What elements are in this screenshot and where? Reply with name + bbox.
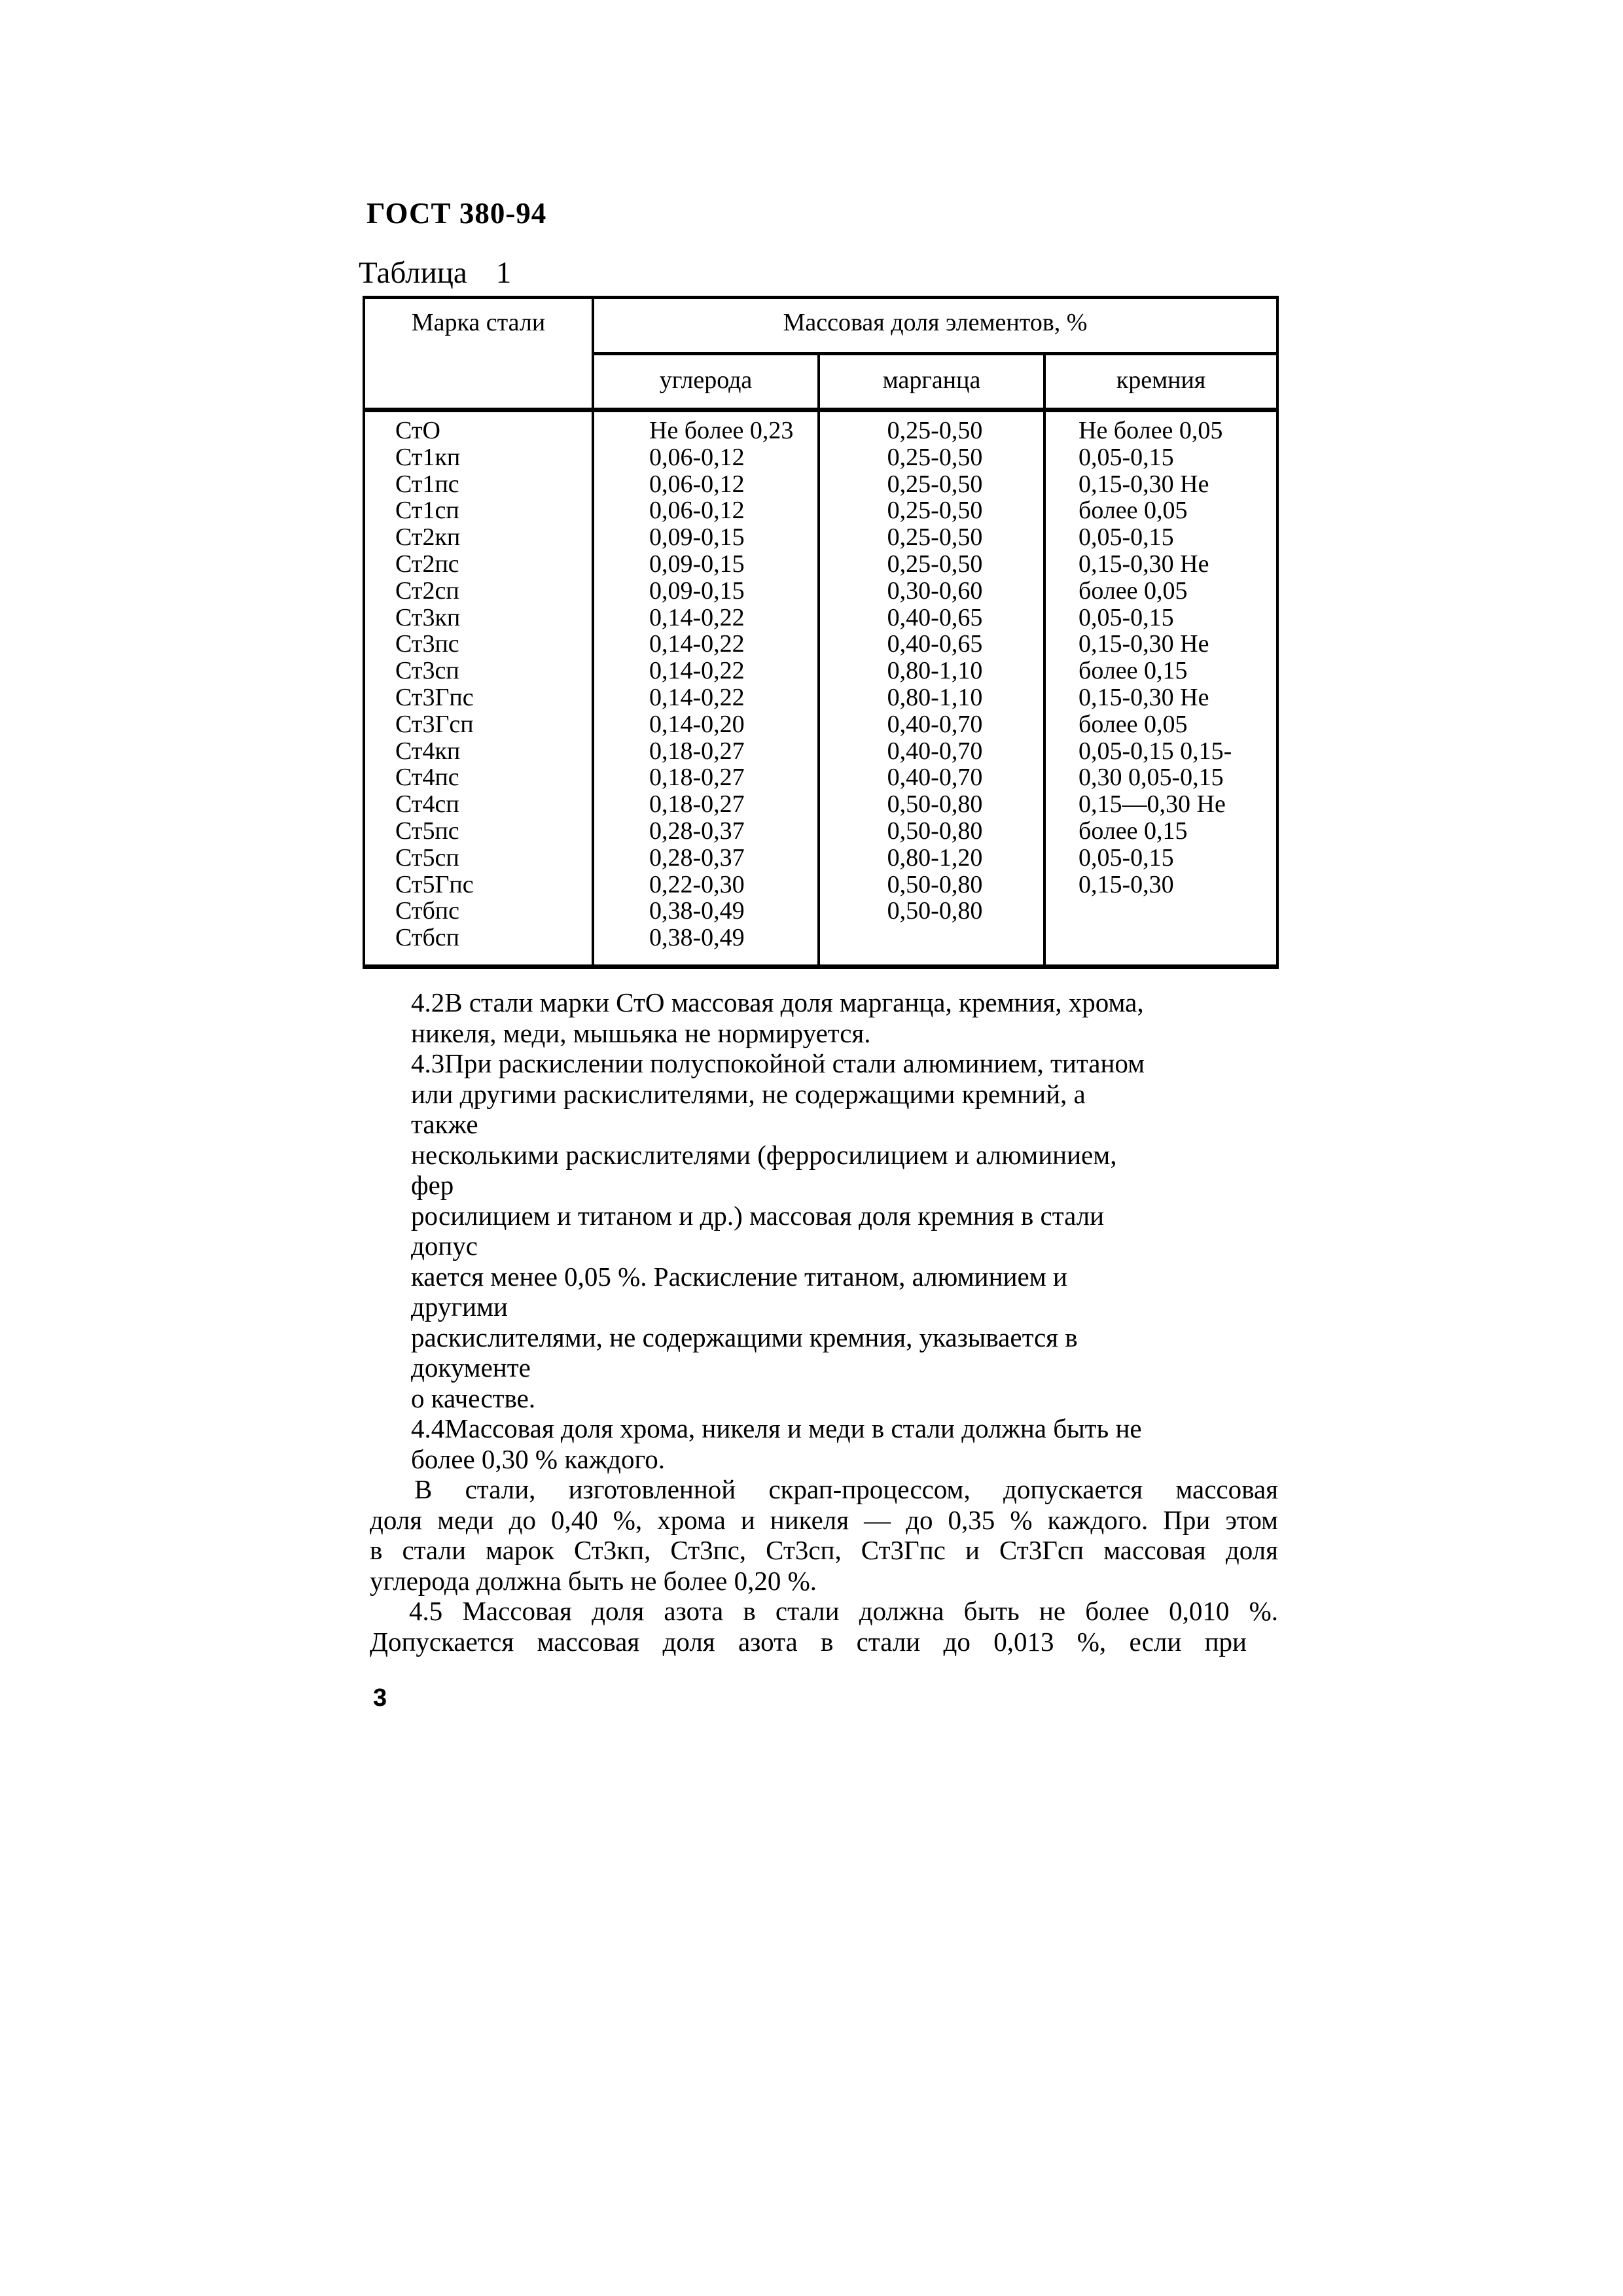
table-cell-line: Стбпс [395, 897, 459, 925]
text-line: допус [411, 1231, 478, 1261]
table-cell-line: 0,80-1,10 [887, 657, 983, 685]
text-line: фер [411, 1170, 454, 1200]
table-cell-line: Ст3пс [395, 630, 459, 658]
table-cell-line: 0,25-0,50 [887, 550, 983, 578]
header-mass-fraction: Массовая доля элементов, % [594, 299, 1276, 355]
table-cell-line: 0,40-0,65 [887, 630, 983, 658]
table-cell-line: Ст2кп [395, 523, 461, 552]
table-cell-line: 0,14-0,22 [649, 657, 745, 685]
table-cell-line: 0,06-0,12 [649, 497, 745, 525]
composition-table [363, 296, 1279, 969]
header-silicon: кремния [1046, 355, 1276, 412]
table-cell-line: 0,15-0,30 Не [1079, 470, 1209, 498]
table-cell-line: 0,28-0,37 [649, 843, 745, 872]
table-cell-line: 0,22-0,30 [649, 870, 745, 898]
text-line: никеля, меди, мышьяка не нормируется. [411, 1017, 871, 1048]
text-line: о качестве. [411, 1383, 536, 1413]
text-line: 4.3При раскислении полуспокойной стали алюминием, титаном [411, 1048, 1145, 1078]
table-cell-line: 0,28-0,37 [649, 817, 745, 845]
table-cell-line: Ст3Гсп [395, 710, 474, 738]
page-number: 3 [373, 1684, 387, 1712]
table-cell-line: более 0,05 [1079, 497, 1188, 525]
table-cell-line: Ст3сп [395, 657, 459, 685]
document-title: ГОСТ 380-94 [366, 197, 547, 230]
table-cell-line: Ст3Гпс [395, 683, 474, 711]
table-cell-line: 0,06-0,12 [649, 470, 745, 498]
table-cell-line: 0,09-0,15 [649, 550, 745, 578]
table-cell-line: 0,15-0,30 [1079, 870, 1174, 898]
table-cell-line: 0,15-0,30 Не [1079, 630, 1209, 658]
table-cell-line: 0,40-0,70 [887, 764, 983, 792]
text-line: росилицием и титаном и др.) массовая доля кремния в стали [411, 1200, 1105, 1231]
header-carbon: углерода [594, 355, 820, 412]
table-cell-line: 0,30-0,60 [887, 576, 983, 605]
table-cell-line: 0,14-0,20 [649, 710, 745, 738]
table-cell-line: 0,14-0,22 [649, 603, 745, 631]
table-cell-line: Ст4пс [395, 764, 459, 792]
text-line: В стали, изготовленной скрап-процессом, допускается массовая [414, 1474, 1278, 1504]
text-line: в стали марок Ст3кп, Ст3пс, Ст3сп, Ст3Гпс и Ст3Гсп массовая доля [370, 1535, 1278, 1565]
text-line: Допускается массовая доля азота в стали до 0,013 %, если при [370, 1626, 1247, 1657]
table-cell-line: 0,14-0,22 [649, 683, 745, 711]
table-cell-line: 0,15-0,30 Не [1079, 550, 1209, 578]
table-cell-line: 0,50-0,80 [887, 790, 983, 819]
table-cell-line: Ст1кп [395, 443, 461, 471]
table-cell-line: Ст1пс [395, 470, 459, 498]
text-line: или другими раскислителями, не содержащими кремний, а [411, 1078, 1086, 1109]
table-cell-line: Ст5Гпс [395, 870, 474, 898]
column-silicon [1046, 412, 1276, 964]
header-grade: Марка стали [365, 299, 594, 412]
table-cell-line: 0,80-1,10 [887, 683, 983, 711]
table-cell-line: Не более 0,05 [1079, 417, 1223, 444]
text-line: углерода должна быть не более 0,20 %. [370, 1565, 817, 1596]
text-line: раскислителями, не содержащими кремния, указывается в [411, 1322, 1078, 1352]
table-cell-line: более 0,05 [1079, 710, 1188, 738]
body-text-block-a [411, 987, 1281, 1474]
table-cell-line: Ст5сп [395, 843, 459, 872]
table-cell-line: более 0,05 [1079, 576, 1188, 605]
table-cell-line: 0,40-0,65 [887, 603, 983, 631]
column-grade [365, 412, 594, 964]
table-cell-line: 0,15—0,30 Не [1079, 790, 1226, 819]
table-cell-line: 0,05-0,15 [1079, 603, 1174, 631]
body-text-block-b [370, 1474, 1278, 1657]
table-cell-line: Не более 0,23 [649, 417, 794, 444]
table-cell-line: 0,05-0,15 0,15- [1079, 737, 1232, 765]
table-cell-line: Ст5пс [395, 817, 459, 845]
column-carbon [594, 412, 820, 964]
text-line: несколькими раскислителями (ферросилицием и алюминием, [411, 1139, 1117, 1170]
table-cell-line: 0,09-0,15 [649, 576, 745, 605]
table-cell-line: 0,50-0,80 [887, 870, 983, 898]
table-cell-line: 0,05-0,15 [1079, 843, 1174, 872]
table-cell-line: 0,06-0,12 [649, 443, 745, 471]
table-cell-line: 0,38-0,49 [649, 897, 745, 925]
table-cell-line: 0,25-0,50 [887, 443, 983, 471]
table-cell-line: 0,05-0,15 [1079, 523, 1174, 552]
table-cell-line: 0,09-0,15 [649, 523, 745, 552]
table-cell-line: 0,18-0,27 [649, 790, 745, 819]
text-line: доля меди до 0,40 %, хрома и никеля — до 0,35 % каждого. При этом [370, 1504, 1278, 1535]
text-line: 4.2В стали марки СтО массовая доля марганца, кремния, хрома, [411, 987, 1144, 1017]
table-cell-line: Ст4сп [395, 790, 459, 819]
table-cell-line: Ст3кп [395, 603, 461, 631]
table-cell-line: 0,40-0,70 [887, 710, 983, 738]
table-cell-line: 0,25-0,50 [887, 417, 983, 444]
text-line: более 0,30 % каждого. [411, 1443, 666, 1474]
table-caption-number: 1 [495, 256, 512, 290]
table-cell-line: Ст2сп [395, 576, 459, 605]
text-line: также [411, 1109, 478, 1139]
table-cell-line: 0,18-0,27 [649, 737, 745, 765]
table-cell-line: 0,15-0,30 Не [1079, 683, 1209, 711]
text-line: кается менее 0,05 %. Раскисление титаном, алюминием и [411, 1261, 1067, 1292]
table-cell-line: Ст1сп [395, 497, 459, 525]
table-cell-line: Ст4кп [395, 737, 461, 765]
text-line: 4.4Массовая доля хрома, никеля и меди в стали должна быть не [411, 1413, 1142, 1443]
table-cell-line: более 0,15 [1079, 657, 1188, 685]
table-cell-line: 0,18-0,27 [649, 764, 745, 792]
table-cell-line: 0,14-0,22 [649, 630, 745, 658]
table-cell-line: 0,50-0,80 [887, 897, 983, 925]
table-cell-line: 0,25-0,50 [887, 470, 983, 498]
table-cell-line: СтО [395, 417, 440, 444]
table-cell-line: 0,50-0,80 [887, 817, 983, 845]
table-cell-line: 0,30 0,05-0,15 [1079, 764, 1224, 792]
table-cell-line: Стбсп [395, 924, 459, 952]
table-caption-label: Таблица [359, 256, 467, 290]
table-cell-line: Ст2пс [395, 550, 459, 578]
table-cell-line: 0,80-1,20 [887, 843, 983, 872]
table-cell-line: более 0,15 [1079, 817, 1188, 845]
table-cell-line: 0,25-0,50 [887, 523, 983, 552]
table-cell-line: 0,25-0,50 [887, 497, 983, 525]
table-cell-line: 0,05-0,15 [1079, 443, 1174, 471]
table-caption [359, 255, 511, 291]
header-manganese: марганца [820, 355, 1046, 412]
column-manganese [820, 412, 1046, 964]
table-cell-line: 0,40-0,70 [887, 737, 983, 765]
text-line: другими [411, 1292, 508, 1322]
table-cell-line: 0,38-0,49 [649, 924, 745, 952]
text-line: 4.5 Массовая доля азота в стали должна быть не более 0,010 %. [409, 1596, 1278, 1626]
text-line: документе [411, 1352, 531, 1383]
